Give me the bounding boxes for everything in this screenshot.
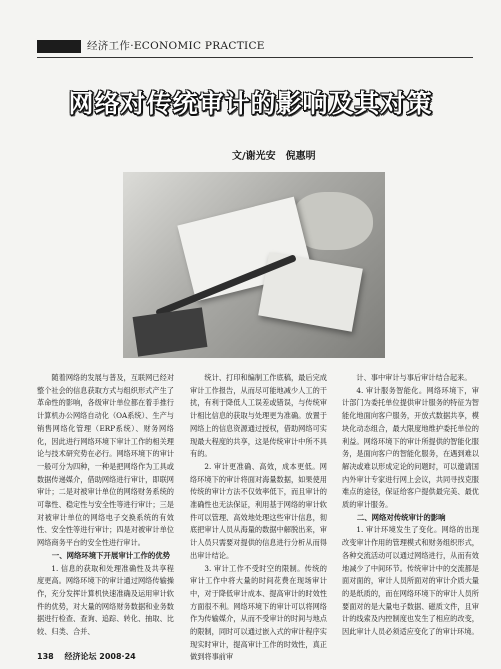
paragraph: 1. 审计环境发生了变化。网络的出现改变审计作用的管理模式和财务组织形式，各种交流活动可以通过网络进行，从而有效地减少了中间环节。传统审计中的交流都是面对面的，审计人员所面对的审计介质大量的是纸质的，而在网络环境下的审计人员所要面对的是大量电子数据、磁质文件，且审计的线索及内控制度也发生了相应的改变，因此审计人员必须适应变化了的审计环境。 — [342, 525, 479, 637]
photo-calculator — [133, 307, 208, 356]
body-column-3 — [342, 372, 479, 639]
paragraph: 计、事中审计与事后审计结合起来。 — [356, 373, 472, 382]
page-footer — [37, 651, 144, 662]
section-heading: 二、网络对传统审计的影响 — [356, 512, 446, 522]
article-title: 网络对传统审计的影响及其对策 — [68, 89, 433, 118]
paragraph: 2. 审计更准确、高效，成本更低。网络环境下的审计将面对海量数据，如果使用传统的审计方法不仅效率低下，而且审计的准确性也无法保证，利用基于网络的审计软件可以管理、高效地处理这些审计信息，彻底把审计人员从海量的数据中解脱出来，审计人员只需要对提供的信息进行分析从而得出审计结论。 — [190, 461, 327, 560]
paragraph: 统计、打印和编制工作底稿，最后完成审计工作报告，从而尽可能地减少人工的干扰，有利于降低人工误差或错误，与传统审计相比信息的获取与处理更为准确。放置于网络上的信息资源通过授权，借助网络可实现最大程度的共享，这是传统审计中所不具有的。 — [190, 373, 327, 459]
section-header: 经济工作·ECONOMIC PRACTICE — [87, 40, 265, 52]
section-marker — [37, 40, 81, 53]
body-column-1 — [37, 372, 174, 639]
paragraph: 4. 审计服务智能化。网络环境下，审计部门为委托单位提供审计服务的特征为智能化地面向客户服务，开放式数据共享，模块化动态组合，最大限度地维护委托单位的利益。网络环境下的审计所提供的智能化服务，是面向客户的智能化服务，在遇到难以解决或难以形成定论的问题时，可以邀请国内外审计专家进行网上会议，共同寻找克服难点的途径，保证给客户提供最完美、最优质的审计服务。 — [342, 385, 479, 510]
header-divider — [37, 57, 473, 58]
body-column-2 — [190, 372, 327, 664]
article-photo — [123, 172, 385, 358]
journal-issue: 经济论坛 2008·24 — [64, 652, 136, 661]
paragraph: 1. 信息的获取和处理准确性及共享程度更高。网络环境下的审计通过网络传输操作，充分发挥计算机快速准确及运用审计软件的优势，对大量的网络财务数据和业务数据进行检查、查询、追踪、转化、抽取、比较、归类、合并、 — [37, 563, 174, 637]
section-heading: 一、网络环境下开展审计工作的优势 — [51, 550, 171, 560]
paragraph: 随着网络的发展与普及，互联网已经对整个社会的信息获取方式与组织形式产生了革命性的影响，各级审计单位都在着手推行计算机办公网络自动化（OA系统）、生产与销售网络化管理（ERP系统）、财务网络化，因此进行网络环境下审计工作的相关理论与技术研究势在必行。网络环境下的审计一般可分为四种，一种是把网络作为工具或数据传递媒介，借助网络进行审计，即联网审计；二是对被审计单位的网络财务系统的可靠性、稳定性与安全性等进行审计；三是对被审计单位的网络电子交换系统的有效性、安全性等进行审计；四是对被审计单位网络商务平台的安全性进行审计。 — [37, 373, 174, 548]
paragraph: 3. 审计工作不受时空的限制。传统的审计工作中将大量的时间花费在现场审计中，对于降低审计成本、提高审计的时效性方面很不利。网络环境下的审计可以将网络作为传输媒介，从而不受审计的时间与地点的限制，同时可以通过嵌入式的审计程序实现实时审计，提高审计工作的时效性，真正做到将事前审 — [190, 563, 327, 662]
page-number: 138 — [37, 652, 54, 661]
article-author: 文/谢光安 倪惠明 — [232, 151, 316, 162]
